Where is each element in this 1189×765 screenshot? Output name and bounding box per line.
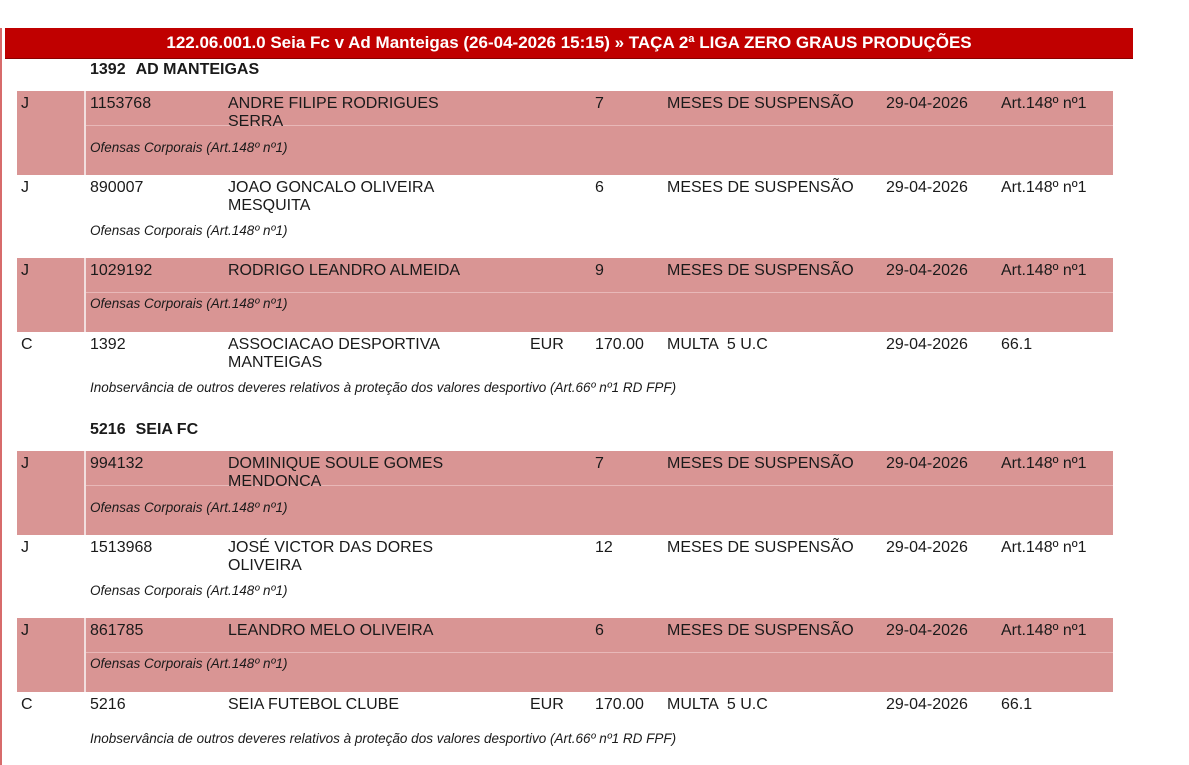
row-id: 994132 <box>90 455 144 472</box>
row-type: J <box>21 455 29 472</box>
row-reason: Ofensas Corporais (Art.148º nº1) <box>90 583 288 598</box>
team-code: 5216 <box>90 421 126 438</box>
row-value: 9 <box>595 262 604 279</box>
row-article: Art.148º nº1 <box>1001 455 1087 472</box>
row-reason: Ofensas Corporais (Art.148º nº1) <box>90 140 288 155</box>
table-row <box>17 535 1113 617</box>
row-type: J <box>21 539 29 556</box>
team-name: AD MANTEIGAS <box>135 61 260 78</box>
row-value: 170.00 <box>595 336 644 353</box>
row-id: 1153768 <box>90 95 152 112</box>
row-reason: Ofensas Corporais (Art.148º nº1) <box>90 656 288 671</box>
row-value: 7 <box>595 455 604 472</box>
row-penalty: MULTA 5 U.C <box>667 696 768 713</box>
row-id: 1513968 <box>90 539 153 556</box>
row-id: 5216 <box>90 696 126 713</box>
row-id: 890007 <box>90 179 144 196</box>
row-article: Art.148º nº1 <box>1001 539 1087 556</box>
row-name: RODRIGO LEANDRO ALMEIDA <box>228 262 461 279</box>
row-penalty: MULTA 5 U.C <box>667 336 768 353</box>
row-id: 861785 <box>90 622 144 639</box>
row-type: J <box>21 95 29 112</box>
row-name: DOMINIQUE SOULE GOMES MENDONCA <box>228 455 444 490</box>
row-value: 6 <box>595 179 604 196</box>
row-type: J <box>21 622 29 639</box>
row-reason: Inobservância de outros deveres relativos à proteção dos valores desportivo (Art.66º nº1 RD FPF) <box>90 731 677 746</box>
row-date: 29-04-2026 <box>886 696 968 713</box>
row-date: 29-04-2026 <box>886 262 968 279</box>
row-type: C <box>21 336 33 353</box>
row-name: JOAO GONCALO OLIVEIRA MESQUITA <box>228 179 434 214</box>
table-row <box>17 91 1113 175</box>
row-article: 66.1 <box>1001 696 1033 713</box>
row-penalty: MESES DE SUSPENSÃO <box>667 262 854 279</box>
row-reason: Ofensas Corporais (Art.148º nº1) <box>90 296 288 311</box>
row-id: 1392 <box>90 336 126 353</box>
table-row <box>17 258 1113 332</box>
table-row <box>17 618 1113 692</box>
team-code: 1392 <box>90 61 126 78</box>
row-value: 12 <box>595 539 613 556</box>
row-penalty: MESES DE SUSPENSÃO <box>667 539 854 556</box>
row-reason: Ofensas Corporais (Art.148º nº1) <box>90 500 288 515</box>
row-type: C <box>21 696 33 713</box>
row-date: 29-04-2026 <box>886 179 968 196</box>
row-name: ASSOCIACAO DESPORTIVA MANTEIGAS <box>228 336 440 371</box>
row-name: SEIA FUTEBOL CLUBE <box>228 696 400 713</box>
match-title: 122.06.001.0 Seia Fc v Ad Manteigas (26-04-2026 15:15) » TAÇA 2ª LIGA ZERO GRAUS PRODUÇÕES <box>166 33 972 52</box>
row-article: Art.148º nº1 <box>1001 179 1087 196</box>
team-heading <box>90 61 259 79</box>
table-row <box>17 175 1113 257</box>
row-date: 29-04-2026 <box>886 95 968 112</box>
row-currency: EUR <box>530 696 564 713</box>
row-date: 29-04-2026 <box>886 455 968 472</box>
row-value: 7 <box>595 95 604 112</box>
match-header <box>5 28 1133 59</box>
row-article: Art.148º nº1 <box>1001 262 1087 279</box>
row-date: 29-04-2026 <box>886 622 968 639</box>
left-margin-rule <box>0 28 2 765</box>
row-reason: Inobservância de outros deveres relativos à proteção dos valores desportivo (Art.66º nº1 RD FPF) <box>90 380 677 395</box>
table-row <box>17 332 1113 402</box>
row-reason: Ofensas Corporais (Art.148º nº1) <box>90 223 288 238</box>
row-penalty: MESES DE SUSPENSÃO <box>667 455 854 472</box>
team-name: SEIA FC <box>135 421 199 438</box>
team-heading <box>90 421 198 439</box>
row-article: Art.148º nº1 <box>1001 622 1087 639</box>
row-value: 170.00 <box>595 696 644 713</box>
row-id: 1029192 <box>90 262 153 279</box>
row-article: 66.1 <box>1001 336 1033 353</box>
row-date: 29-04-2026 <box>886 539 968 556</box>
row-penalty: MESES DE SUSPENSÃO <box>667 179 854 196</box>
row-article: Art.148º nº1 <box>1001 95 1087 112</box>
row-value: 6 <box>595 622 604 639</box>
row-name: JOSÉ VICTOR DAS DORES OLIVEIRA <box>228 539 434 574</box>
row-currency: EUR <box>530 336 564 353</box>
row-type: J <box>21 262 29 279</box>
row-type: J <box>21 179 29 196</box>
table-row <box>17 451 1113 535</box>
row-penalty: MESES DE SUSPENSÃO <box>667 95 854 112</box>
row-penalty: MESES DE SUSPENSÃO <box>667 622 854 639</box>
row-name: LEANDRO MELO OLIVEIRA <box>228 622 434 639</box>
row-date: 29-04-2026 <box>886 336 968 353</box>
table-row <box>17 692 1113 762</box>
row-name: ANDRE FILIPE RODRIGUES SERRA <box>228 95 439 130</box>
